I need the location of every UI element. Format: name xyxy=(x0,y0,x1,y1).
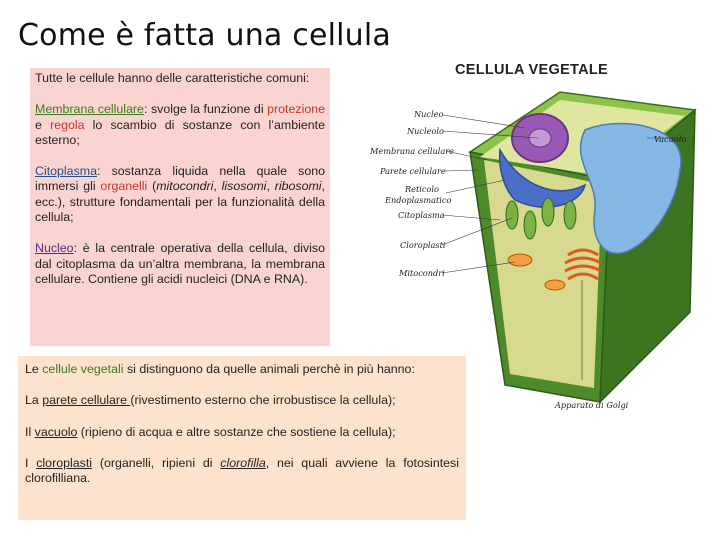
cytoplasm-text-4: , xyxy=(266,179,275,194)
chloroplast xyxy=(524,211,536,239)
nucleolus xyxy=(529,129,551,147)
label-citoplasma: Citoplasma xyxy=(398,210,445,220)
label-mitocondri: Mitocondri xyxy=(399,268,445,278)
nucleus-text-1: : è la centrale operativa della cellula, diviso dal citoplasma da un’altra membrana, la membrana cellulare. Contiene gli acidi nucleici (DNA e RNA). xyxy=(35,241,325,286)
nucleus-paragraph xyxy=(35,241,325,287)
chloroplast-text-1: I xyxy=(25,455,37,470)
nucleus-term: Nucleo xyxy=(35,241,74,256)
cell-wall-text-1: La xyxy=(25,393,43,408)
membrane-term: Membrana cellulare xyxy=(35,102,144,117)
label-membrana: Membrana cellulare xyxy=(370,146,454,156)
chloroplast xyxy=(564,201,576,229)
chloroplast-text-2: (organelli, ripieni di xyxy=(92,455,221,470)
label-parete: Parete cellulare xyxy=(380,166,446,176)
intro-paragraph xyxy=(35,71,325,86)
label-nucleolo: Nucleolo xyxy=(407,126,444,136)
common-features-box xyxy=(30,68,330,346)
cytoplasm-italic-ribosomi: ribosomi xyxy=(274,179,322,194)
cell-wall-term: parete cellulare xyxy=(42,393,131,408)
membrane-text-3: lo scambio di sostanze con l’ambiente esterno; xyxy=(35,117,325,147)
vacuole-text-2: (ripieno di acqua e altre sostanze che sostiene la cellula); xyxy=(77,424,396,439)
label-reticolo-1: Reticolo xyxy=(405,184,439,194)
intro-text: Tutte le cellule hanno delle caratteristiche comuni: xyxy=(35,71,310,85)
chlorophyll-term: clorofilla xyxy=(220,455,266,470)
cytoplasm-text-1: : sostanza liquida nella quale sono immersi gli xyxy=(35,164,325,194)
vacuole-term: vacuolo xyxy=(34,424,78,439)
membrane-word-protezione: protezione xyxy=(267,102,326,117)
label-vacuolo: Vacuolo xyxy=(654,134,687,144)
plant-cell-diagram xyxy=(350,55,720,425)
chloroplast xyxy=(542,198,554,226)
cytoplasm-italic-mitocondri: mitocondri xyxy=(156,179,214,194)
diagram-title: CELLULA VEGETALE xyxy=(455,62,609,78)
cytoplasm-paragraph xyxy=(35,164,325,225)
membrane-text-1: : svolge la funzione di xyxy=(143,102,268,117)
cell-wall-text-2: (rivestimento esterno che irrobustisce la cellula); xyxy=(130,393,396,408)
vacuole-paragraph xyxy=(25,425,459,440)
cytoplasm-text-5: , ecc.), strutture fondamentali per la funzionalità della cellula; xyxy=(35,179,325,225)
vacuole-text-1: Il xyxy=(25,424,35,439)
cytoplasm-text-2: ( xyxy=(147,179,157,194)
cytoplasm-term: Citoplasma xyxy=(35,164,97,179)
chloroplast-term: cloroplasti xyxy=(36,455,93,470)
mitochondrion xyxy=(508,254,532,266)
cytoplasm-italic-lisosomi: lisosomi xyxy=(221,179,267,194)
plant-intro-text-1: Le xyxy=(25,362,43,376)
chloroplast xyxy=(506,201,518,229)
label-reticolo-2: Endoplasmatico xyxy=(385,195,452,205)
mitochondrion xyxy=(545,280,565,290)
membrane-paragraph xyxy=(35,102,325,148)
label-cloroplasti: Cloroplasti xyxy=(400,240,446,250)
chloroplast-paragraph xyxy=(25,456,459,487)
plant-intro-text-2: si distinguono da quelle animali perchè in più hanno: xyxy=(123,362,415,376)
cytoplasm-word-organelli: organelli xyxy=(100,179,148,194)
cytoplasm-text-3: , xyxy=(213,179,222,194)
plant-cells-term: cellule vegetali xyxy=(42,362,124,376)
label-nucleo: Nucleo xyxy=(414,109,444,119)
slide-title: Come è fatta una cellula xyxy=(18,18,392,53)
chloroplast-text-3: , nei quali avviene la fotosintesi clorofilliana. xyxy=(25,455,459,486)
membrane-text-2: e xyxy=(35,117,51,132)
label-golgi: Apparato di Golgi xyxy=(555,400,629,410)
membrane-word-regola: regola xyxy=(50,117,85,132)
